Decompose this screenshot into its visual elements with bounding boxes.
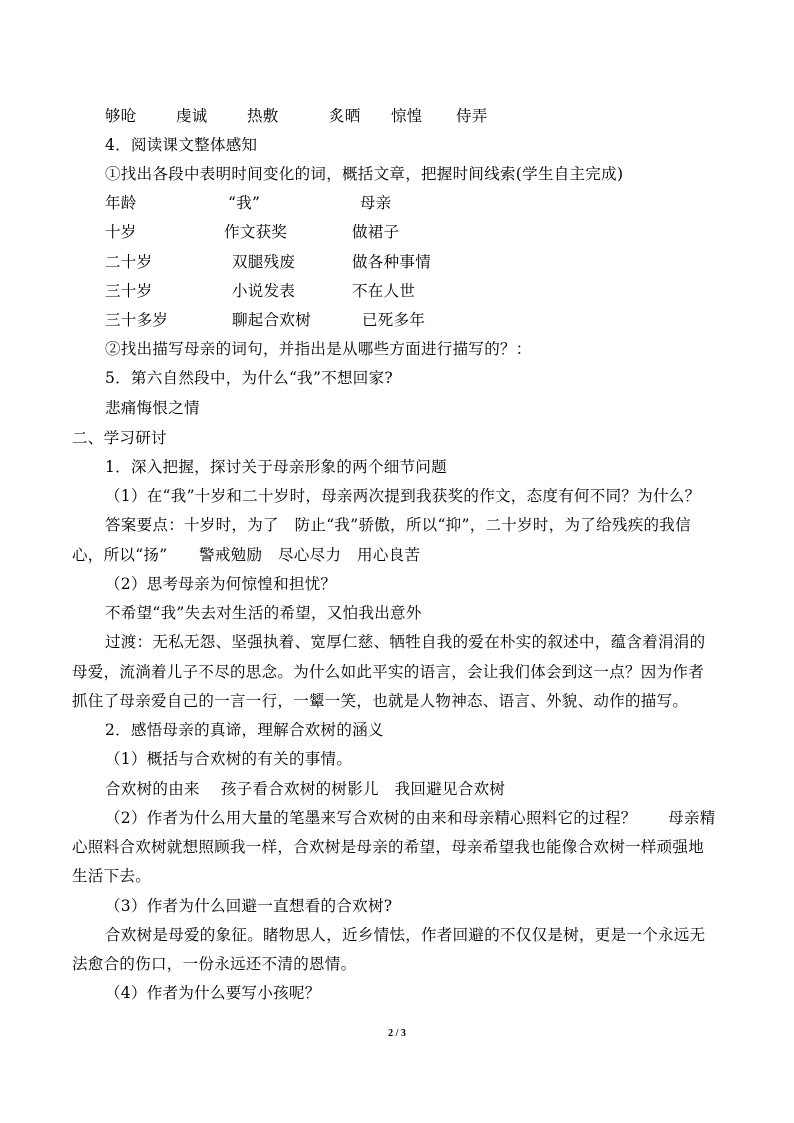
row-age: 三十岁 <box>105 282 153 300</box>
transition-line: 抓住了母亲爱自己的一言一行，一颦一笑，也就是人物神态、语言、外貌、动作的描写。 <box>72 692 689 710</box>
transition-line: 过渡：无私无怨、坚强执着、宽厚仁慈、牺牲自我的爱在朴实的叙述中，蕴含着涓涓的 <box>105 633 706 651</box>
answer-line: 心照料合欢树就想照顾我一样，合欢树是母亲的希望，母亲希望我也能像合欢树一样顽强地 <box>72 838 705 856</box>
vocab-word: 热敷 <box>247 107 279 125</box>
row-me: 聊起合欢树 <box>232 311 312 329</box>
vocab-word: 够呛 <box>105 107 137 125</box>
section-5-question: 5．第六自然段中，为什么“我”不想回家? <box>105 369 394 387</box>
row-age: 十岁 <box>105 223 137 241</box>
answer-line: 答案要点：十岁时，为了 防止“我”骄傲，所以“抑”，二十岁时，为了给残疾的我信 <box>105 516 691 534</box>
section-5-answer: 悲痛悔恨之情 <box>105 399 200 417</box>
row-age: 二十岁 <box>105 253 153 271</box>
part-2-item-1-question-2: （2）思考母亲为何惊惶和担忧？ <box>105 575 337 593</box>
part-2-heading: 二、学习研讨 <box>72 429 167 447</box>
col-header-me: “我” <box>228 194 261 212</box>
part-2-item-1-title: 1．深入把握，探讨关于母亲形象的两个细节问题 <box>105 458 447 476</box>
row-mother: 做各种事情 <box>352 253 432 271</box>
part-2-item-2-question-3: （3）作者为什么回避一直想看的合欢树? <box>105 897 393 915</box>
section-4-question-2: ②找出描写母亲的词句，并指出是从哪些方面进行描写的？： <box>105 340 532 358</box>
answer-line: 生活下去。 <box>72 867 152 885</box>
row-age: 三十多岁 <box>105 311 169 329</box>
answer-line: 合欢树的由来 孩子看合欢树的树影儿 我回避见合欢树 <box>105 780 506 798</box>
part-2-item-2-title: 2．感悟母亲的真谛，理解合欢树的涵义 <box>105 721 384 739</box>
row-mother: 已死多年 <box>362 311 426 329</box>
col-header-mother: 母亲 <box>360 194 392 212</box>
answer-line: 心，所以“扬” 警戒勉励 尽心尽力 用心良苦 <box>72 546 421 564</box>
answer-line: 不希望“我”失去对生活的希望，又怕我出意外 <box>105 604 422 622</box>
answer-line: 合欢树是母爱的象征。睹物思人，近乡情怯，作者回避的不仅仅是树，更是一个永远无 <box>105 926 706 944</box>
col-header-age: 年龄 <box>105 194 137 212</box>
part-2-item-2-question-1: （1）概括与合欢树的有关的事情。 <box>105 750 353 768</box>
row-me: 作文获奖 <box>224 223 288 241</box>
vocab-word: 虔诚 <box>176 107 208 125</box>
vocab-word: 侍弄 <box>456 107 488 125</box>
part-2-item-1-question-1: （1）在“我”十岁和二十岁时，母亲两次提到我获奖的作文，态度有何不同？为什么？ <box>105 487 701 505</box>
vocab-word: 惊惶 <box>391 107 423 125</box>
part-2-item-2-question-2: （2）作者为什么用大量的笔墨来写合欢树的由来和母亲精心照料它的过程？ 母亲精 <box>105 809 716 827</box>
transition-line: 母爱，流淌着儿子不尽的思念。为什么如此平实的语言，会让我们体会到这一点？因为作者 <box>72 663 705 681</box>
part-2-item-2-question-4: （4）作者为什么要写小孩呢？ <box>105 984 321 1002</box>
page-number: 2 / 3 <box>388 1028 406 1039</box>
vocab-word: 炙晒 <box>329 107 361 125</box>
row-me: 小说发表 <box>232 282 296 300</box>
row-mother: 不在人世 <box>352 282 416 300</box>
row-mother: 做裙子 <box>352 223 400 241</box>
section-4-heading: 4．阅读课文整体感知 <box>105 136 258 154</box>
section-4-question-1: ①找出各段中表明时间变化的词，概括文章，把握时间线索(学生自主完成) <box>105 165 624 183</box>
row-me: 双腿残废 <box>232 253 296 271</box>
answer-line: 法愈合的伤口，一份永远还不清的恩情。 <box>72 955 357 973</box>
